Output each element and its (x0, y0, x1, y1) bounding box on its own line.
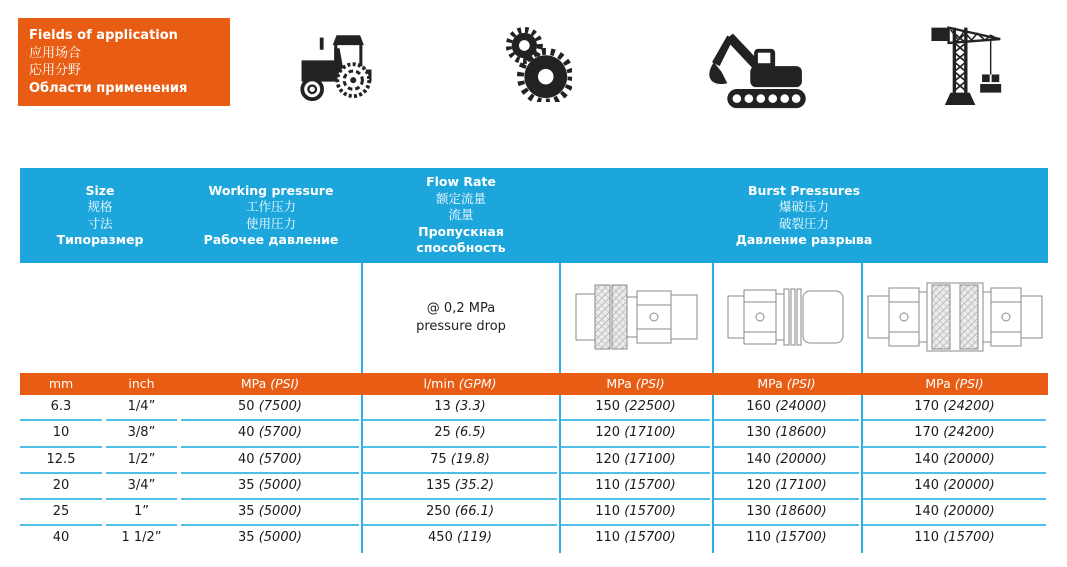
unit-cell: MPa (PSI) (240, 376, 300, 391)
table-cell: 35 (5000) (238, 530, 302, 546)
table-cell: 40 (5700) (181, 421, 359, 447)
header-size-zh: 规格 (87, 199, 113, 214)
table-cell: 120 (17100) (561, 421, 710, 447)
unit-cell: MPa (PSI) (925, 376, 984, 391)
flow-rate-note (362, 263, 560, 373)
table-cell: 110 (15700) (914, 530, 995, 546)
table-cell: 1/2” (106, 448, 177, 474)
table-cell: 140 (20000) (863, 448, 1046, 474)
table-cell: 1 1/2” (121, 530, 162, 546)
col-header-working-pressure (180, 183, 362, 249)
header-wp-ja: 使用圧力 (245, 215, 296, 231)
fields-title-zh: 应用场合 (29, 45, 82, 61)
fields-title-ja: 応用分野 (29, 63, 82, 78)
gears-icon (502, 26, 572, 102)
table-cell: 130 (18600) (714, 421, 859, 447)
table-cell: 40 (52, 530, 70, 546)
table-cell: 130 (18600) (714, 500, 859, 526)
unit-cell: l/min (GPM) (423, 376, 497, 391)
coupling-connected-drawing (866, 280, 1044, 354)
table-cell: 250 (66.1) (363, 500, 557, 526)
coupling-male-half-drawing (575, 282, 699, 352)
table-cell: 120 (17100) (561, 448, 710, 474)
table-cell: 3/8” (106, 421, 177, 447)
table-cell: 1” (106, 500, 177, 526)
col-header-burst-pressures (560, 183, 1048, 249)
header-size-en: Size (85, 182, 115, 198)
header-fr-en: Flow Rate (426, 174, 496, 190)
table-cell: 140 (20000) (863, 474, 1046, 500)
table-cell: 10 (20, 421, 102, 447)
header-wp-en: Working pressure (208, 182, 334, 198)
table-row (20, 474, 1048, 500)
table-cell: 170 (24200) (863, 395, 1046, 421)
table-cell: 170 (24200) (863, 421, 1046, 447)
header-fr-ja: 流量 (448, 207, 474, 223)
table-row (20, 448, 1048, 474)
table-cell: 140 (20000) (714, 448, 859, 474)
table-cell: 110 (15700) (746, 530, 827, 546)
table-cell: 35 (5000) (181, 500, 359, 526)
table-cell: 450 (119) (428, 530, 492, 546)
table-cell: 75 (19.8) (363, 448, 557, 474)
fields-title-ru: Области применения (29, 80, 188, 96)
table-body (20, 395, 1048, 553)
table-cell: 35 (5000) (181, 474, 359, 500)
header-bp-ru: Давление разрыва (735, 232, 873, 247)
table-cell: 3/4” (106, 474, 177, 500)
table-cell: 140 (20000) (863, 500, 1046, 526)
table-cell: 40 (5700) (181, 448, 359, 474)
unit-cell: MPa (PSI) (606, 376, 665, 391)
table-cell: 110 (15700) (561, 500, 710, 526)
unit-row (20, 373, 1048, 395)
table-cell: 135 (35.2) (363, 474, 557, 500)
header-fr-ru: Пропускная способность (416, 223, 506, 256)
table-row (20, 500, 1048, 526)
col-header-flow-rate (362, 174, 560, 257)
table-header-band (20, 168, 1048, 263)
flow-note-line2: pressure drop (416, 319, 506, 334)
fields-title-en: Fields of application (29, 28, 178, 43)
table-cell: 20 (20, 474, 102, 500)
header-fr-zh: 额定流量 (435, 190, 486, 206)
crane-icon (921, 20, 1003, 106)
table-cell: 150 (22500) (561, 395, 710, 421)
table-cell: 110 (15700) (561, 474, 710, 500)
table-cell: 6.3 (20, 395, 102, 421)
table-cell: 1/4” (106, 395, 177, 421)
table-row (20, 395, 1048, 421)
excavator-icon (702, 24, 810, 112)
unit-cell: inch (128, 376, 155, 391)
header-wp-ru: Рабочее давление (203, 232, 339, 247)
header-bp-en: Burst Pressures (747, 182, 861, 198)
coupling-female-half-drawing (727, 285, 845, 349)
header-size-ja: 寸法 (87, 215, 113, 231)
header-wp-zh: 工作压力 (245, 199, 296, 214)
col-header-size (20, 183, 180, 249)
tractor-icon (296, 33, 374, 106)
table-row (20, 526, 1048, 552)
fields-of-application-box (18, 18, 230, 106)
flow-note-line1: @ 0,2 MPa (426, 301, 496, 316)
table-cell: 12.5 (20, 448, 102, 474)
header-size-ru: Типоразмер (56, 232, 144, 247)
table-cell: 25 (6.5) (363, 421, 557, 447)
table-row (20, 421, 1048, 447)
unit-cell: MPa (PSI) (757, 376, 816, 391)
table-cell: 120 (17100) (714, 474, 859, 500)
table-cell: 110 (15700) (595, 530, 676, 546)
header-bp-zh: 爆破压力 (778, 199, 829, 214)
table-cell: 25 (20, 500, 102, 526)
table-cell: 160 (24000) (714, 395, 859, 421)
unit-cell: mm (48, 376, 74, 391)
table-cell: 50 (7500) (181, 395, 359, 421)
table-cell: 13 (3.3) (363, 395, 557, 421)
header-bp-ja: 破裂圧力 (778, 215, 829, 231)
